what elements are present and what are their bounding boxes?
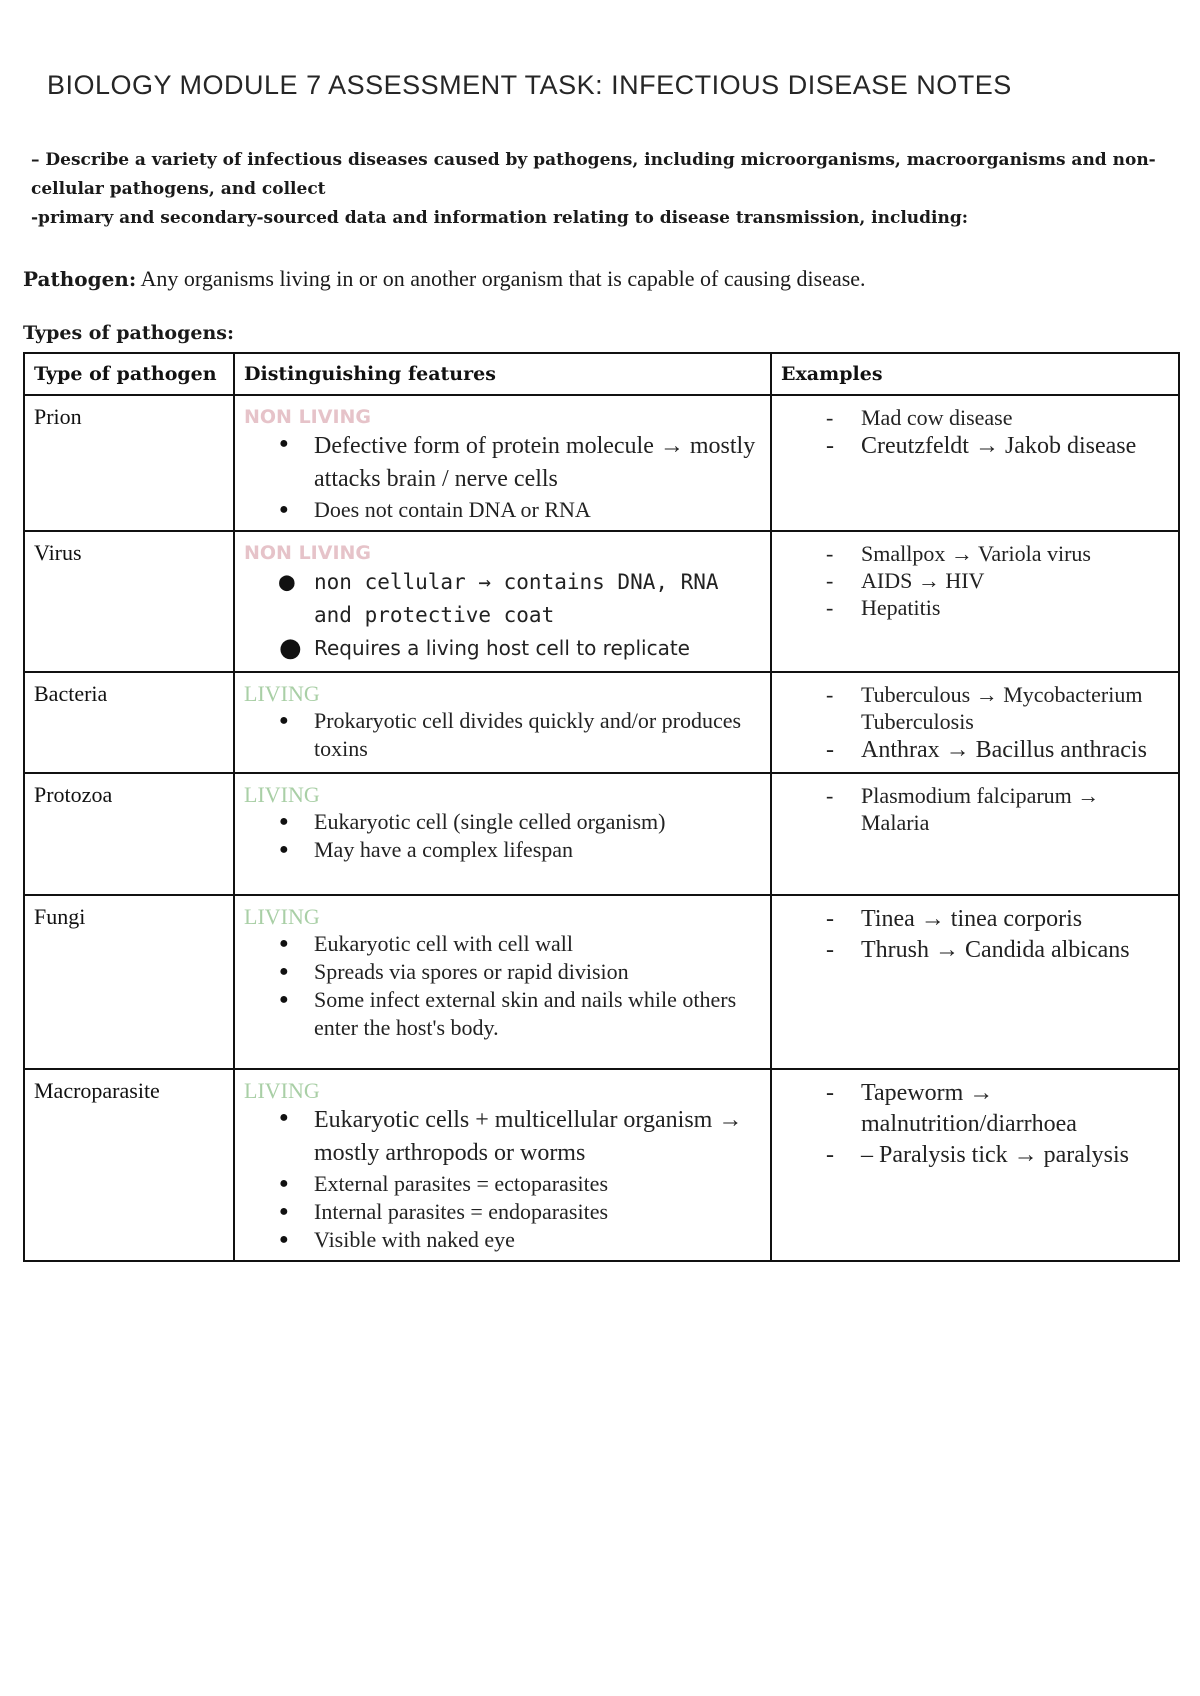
- feature-list: [244, 632, 761, 665]
- features-cell: [234, 1069, 771, 1261]
- dash-icon: -: [826, 405, 834, 430]
- status-label: LIVING: [244, 681, 320, 706]
- feature-item: ● Does not contain DNA or RNA: [279, 497, 591, 522]
- bullet-icon: ●: [279, 501, 289, 518]
- feature-list: [244, 808, 761, 864]
- intro-line: -primary and secondary-sourced data and information relating to disease transmission, including:: [31, 208, 969, 228]
- status-label: LIVING: [244, 904, 320, 929]
- bullet-icon: ●: [279, 1175, 289, 1192]
- definition-term: Pathogen:: [23, 267, 137, 291]
- dash-icon: -: [826, 595, 834, 620]
- bullet-icon: ●: [279, 712, 289, 729]
- features-cell: [234, 773, 771, 895]
- feature-list: [244, 1104, 761, 1254]
- feature-item: ● Eukaryotic cell (single celled organism): [279, 809, 666, 834]
- types-heading: Types of pathogens:: [23, 322, 234, 344]
- status-label: NON LIVING: [244, 542, 372, 564]
- example-list: [781, 681, 1169, 766]
- feature-item: ● May have a complex lifespan: [279, 837, 574, 862]
- features-cell: [234, 672, 771, 773]
- bullet-icon: ●: [279, 435, 289, 452]
- bullet-icon: ●: [279, 567, 295, 597]
- feature-list: [244, 430, 761, 524]
- feature-item: ● Defective form of protein molecule → mostly attacks brain / nerve cells: [279, 430, 761, 496]
- pathogen-type: Fungi: [24, 895, 234, 1069]
- document-title: BIOLOGY MODULE 7 ASSESSMENT TASK: INFECTIOUS DISEASE NOTES: [47, 70, 1012, 100]
- example-list: [781, 782, 1169, 836]
- feature-item: ● Requires a living host cell to replicate: [279, 633, 690, 663]
- table-row: [24, 395, 1179, 531]
- dash-icon: -: [826, 783, 834, 808]
- features-cell: [234, 895, 771, 1069]
- bullet-icon: ●: [279, 633, 302, 663]
- bullet-icon: ●: [279, 813, 289, 830]
- dash-icon: -: [826, 937, 834, 963]
- example-item: - Tapeworm → malnutrition/diarrhoea: [826, 1080, 1077, 1137]
- example-item: - Smallpox → Variola virus: [826, 541, 1091, 566]
- example-item: - Thrush → Candida albicans: [826, 935, 1169, 966]
- example-item: - AIDS → HIV: [826, 568, 985, 593]
- dash-icon: -: [826, 1080, 834, 1106]
- bullet-icon: ●: [279, 991, 289, 1008]
- example-item: - Anthrax → Bacillus anthracis: [826, 735, 1169, 766]
- bullet-icon: ●: [279, 963, 289, 980]
- syllabus-intro: [31, 146, 1161, 233]
- table-row: [24, 773, 1179, 895]
- feature-item: ● Prokaryotic cell divides quickly and/or produces toxins: [279, 708, 742, 761]
- bullet-icon: ●: [279, 1109, 289, 1126]
- feature-list: [244, 566, 761, 632]
- examples-cell: [771, 773, 1179, 895]
- example-item: - Plasmodium falciparum → Malaria: [826, 783, 1100, 835]
- dash-icon: -: [826, 433, 834, 459]
- example-item: - Tuberculous → Mycobacterium Tuberculosis: [826, 682, 1143, 734]
- intro-line: – Describe a variety of infectious diseases caused by pathogens, including microorganisms, macroorganisms and non-: [31, 150, 1156, 170]
- header-examples: Examples: [771, 353, 1179, 395]
- example-item: - Hepatitis: [826, 595, 941, 620]
- feature-item: ● External parasites = ectoparasites: [279, 1171, 609, 1196]
- examples-cell: [771, 1069, 1179, 1261]
- dash-icon: -: [826, 1142, 834, 1168]
- feature-item: ● Internal parasites = endoparasites: [279, 1199, 609, 1224]
- dash-icon: -: [826, 568, 834, 593]
- bullet-icon: ●: [279, 1231, 289, 1248]
- definition-text: Any organisms living in or on another organism that is capable of causing disease.: [140, 266, 866, 291]
- example-item: - – Paralysis tick → paralysis: [826, 1140, 1169, 1171]
- pathogen-table: [23, 352, 1180, 1262]
- header-type: Type of pathogen: [24, 353, 234, 395]
- status-label: LIVING: [244, 782, 320, 807]
- dash-icon: -: [826, 541, 834, 566]
- header-features: Distinguishing features: [234, 353, 771, 395]
- pathogen-type: Prion: [24, 395, 234, 531]
- features-cell: [234, 531, 771, 672]
- examples-cell: [771, 395, 1179, 531]
- example-list: [781, 404, 1169, 462]
- dash-icon: -: [826, 682, 834, 707]
- status-label: NON LIVING: [244, 406, 372, 428]
- pathogen-type: Macroparasite: [24, 1069, 234, 1261]
- examples-cell: [771, 895, 1179, 1069]
- dash-icon: -: [826, 906, 834, 932]
- table-header-row: [24, 353, 1179, 395]
- feature-item: ● Visible with naked eye: [279, 1227, 515, 1252]
- intro-line: cellular pathogens, and collect: [31, 179, 326, 199]
- status-label: LIVING: [244, 1078, 320, 1103]
- example-item: - Tinea → tinea corporis: [826, 904, 1169, 935]
- table-row: [24, 1069, 1179, 1261]
- bullet-icon: ●: [279, 1203, 289, 1220]
- feature-item: ● Spreads via spores or rapid division: [279, 959, 629, 984]
- table-row: [24, 895, 1179, 1069]
- feature-item: ● Eukaryotic cells + multicellular organism → mostly arthropods or worms: [279, 1104, 761, 1170]
- pathogen-definition: [23, 266, 1163, 292]
- feature-list: [244, 930, 761, 1042]
- table-row: [24, 672, 1179, 773]
- pathogen-type: Bacteria: [24, 672, 234, 773]
- table-row: [24, 531, 1179, 672]
- feature-item: ● non cellular → contains DNA, RNA and protective coat: [279, 567, 719, 627]
- pathogen-type: Virus: [24, 531, 234, 672]
- feature-list: [244, 707, 761, 763]
- pathogen-type: Protozoa: [24, 773, 234, 895]
- bullet-icon: ●: [279, 841, 289, 858]
- features-cell: [234, 395, 771, 531]
- feature-item: ● Eukaryotic cell with cell wall: [279, 931, 574, 956]
- example-list: [781, 540, 1169, 621]
- example-list: [781, 1078, 1169, 1171]
- examples-cell: [771, 531, 1179, 672]
- example-list: [781, 904, 1169, 966]
- dash-icon: -: [826, 737, 834, 763]
- bullet-icon: ●: [279, 935, 289, 952]
- example-item: - Mad cow disease: [826, 405, 1013, 430]
- feature-item: ● Some infect external skin and nails while others enter the host's body.: [279, 987, 737, 1040]
- example-item: - Creutzfeldt → Jakob disease: [826, 431, 1169, 462]
- examples-cell: [771, 672, 1179, 773]
